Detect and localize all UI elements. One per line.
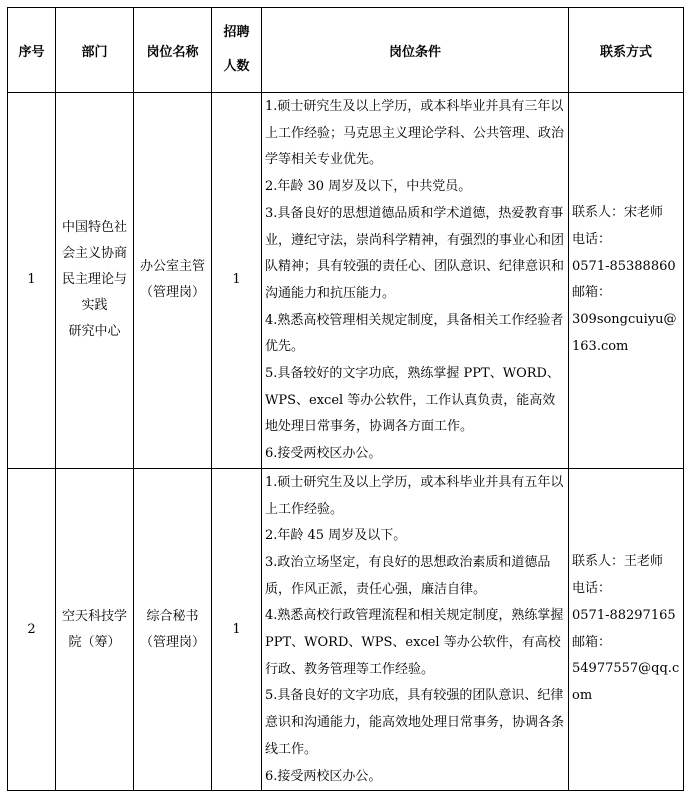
recruitment-table <box>7 7 684 791</box>
row-conditions <box>262 93 569 469</box>
condition-item: 6.接受两校区办公。 <box>265 768 382 784</box>
condition-item: 6.接受两校区办公。 <box>265 446 382 462</box>
condition-item: 2.年龄 30 周岁及以下，中共党员。 <box>265 179 472 195</box>
header-recruit-count <box>212 8 262 93</box>
header-recruit-line1: 招聘 <box>223 25 250 40</box>
condition-item: 4.熟悉高校管理相关规定制度，具备相关工作经验者优先。 <box>265 312 564 355</box>
condition-item: 1.硕士研究生及以上学历，或本科毕业并具有三年以上工作经验；马克思主义理论学科、公共管理、政治学等相关专业优先。 <box>265 99 565 168</box>
dept-line: 实践 <box>81 298 108 314</box>
dept-line: 空天科技学 <box>61 608 127 624</box>
header-position: 岗位名称 <box>134 8 212 93</box>
dept-line: 会主义协商 <box>61 246 127 262</box>
condition-item: 1.硕士研究生及以上学历，或本科毕业并具有五年以上工作经验。 <box>265 474 564 517</box>
header-recruit-line2: 人数 <box>223 59 250 74</box>
header-conditions: 岗位条件 <box>262 8 569 93</box>
condition-item: 3.具备良好的思想道德品质和学术道德，热爱教育事业，遵纪守法，崇尚科学精神，有强烈的事业心和团队精神；具有较强的责任心、团队意识、纪律意识和沟通能力和抗压能力。 <box>265 205 565 301</box>
table-row <box>8 93 684 469</box>
contact-phone: 0571-85388860 <box>572 258 676 274</box>
condition-item: 5.具备较好的文字功底，熟练掌握 PPT、WORD、WPS、excel 等办公软件，工作认真负责，能高效地处理日常事务，协调各方面工作。 <box>265 366 560 435</box>
header-contact: 联系方式 <box>569 8 684 93</box>
row-contact <box>569 93 684 469</box>
table-row <box>8 468 684 790</box>
condition-item: 2.年龄 45 周岁及以下。 <box>265 528 407 544</box>
position-type: （管理岗） <box>139 634 205 650</box>
contact-phone-label: 电话： <box>572 232 612 248</box>
position-title: 办公室主管 <box>139 259 205 275</box>
contact-person: 联系人：王老师 <box>572 554 664 570</box>
row-dept <box>56 468 134 790</box>
contact-email-label: 邮箱： <box>572 634 612 650</box>
position-type: （管理岗） <box>139 285 205 301</box>
row-position <box>134 468 212 790</box>
row-count: 1 <box>212 468 262 790</box>
row-index: 1 <box>8 93 56 469</box>
position-title: 综合秘书 <box>146 608 199 624</box>
row-contact <box>569 468 684 790</box>
contact-person: 联系人：宋老师 <box>572 205 664 221</box>
condition-item: 4.熟悉高校行政管理流程和相关规定制度，熟练掌握 PPT、WORD、WPS、excel 等办公软件，有高校行政、教务管理等工作经验。 <box>265 608 564 677</box>
dept-line: 研究中心 <box>68 324 121 340</box>
row-index: 2 <box>8 468 56 790</box>
dept-line: 中国特色社 <box>61 220 127 236</box>
header-row <box>8 8 684 93</box>
contact-phone-label: 电话： <box>572 581 612 597</box>
contact-email-label: 邮箱： <box>572 285 612 301</box>
row-dept <box>56 93 134 469</box>
recruitment-table-container <box>7 7 684 791</box>
condition-item: 3.政治立场坚定，有良好的思想政治素质和道德品质，作风正派，责任心强，廉洁自律。 <box>265 554 551 597</box>
row-conditions <box>262 468 569 790</box>
row-count: 1 <box>212 93 262 469</box>
header-index: 序号 <box>8 8 56 93</box>
dept-line: 民主理论与 <box>61 272 127 288</box>
dept-line: 院（筹） <box>68 634 121 650</box>
row-position <box>134 93 212 469</box>
header-dept: 部门 <box>56 8 134 93</box>
condition-item: 5.具备良好的文字功底，具有较强的团队意识、纪律意识和沟通能力，能高效地处理日常事务，协调各条线工作。 <box>265 688 565 757</box>
contact-email: 309songcuiyu@163.com <box>572 312 677 354</box>
contact-email: 54977557@qq.com <box>572 661 680 703</box>
contact-phone: 0571-88297165 <box>572 607 676 623</box>
